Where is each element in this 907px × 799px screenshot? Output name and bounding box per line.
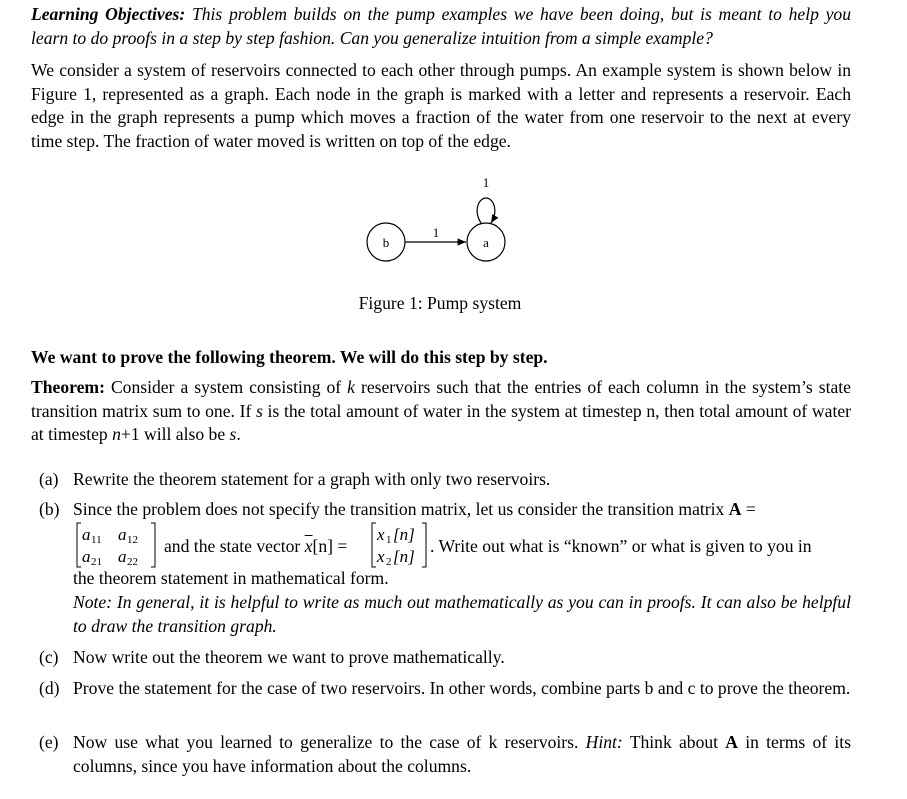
prove-statement: We want to prove the following theorem. We will do this step by step.: [31, 347, 548, 367]
edge-b-to-a-label: 1: [432, 225, 440, 240]
svg-text:21: 21: [91, 556, 102, 568]
part-b-note: Note: In general, it is helpful to write as much out mathematically as you can in proofs. It can also be helpful to draw the transition graph.: [73, 592, 851, 636]
part-c: (c) Now write out the theorem we want to prove mathematically.: [39, 647, 505, 667]
theorem-label: Theorem:: [31, 377, 105, 397]
svg-text:a: a: [118, 525, 127, 544]
pump-system-figure: [355, 170, 525, 270]
part-a: (a) Rewrite the theorem statement for a graph with only two reservoirs.: [39, 469, 551, 489]
part-b-known-text: . Write out what is “known” or what is given to you in: [430, 536, 812, 556]
svg-text:22: 22: [127, 556, 138, 568]
self-loop-a: [477, 198, 495, 223]
svg-text:x: x: [377, 547, 385, 566]
svg-text:x: x: [377, 525, 385, 544]
matrix-A: [74, 521, 158, 569]
intro-paragraph: We consider a system of reservoirs connected to each other through pumps. An example system is shown below in Figure 1, represented as a graph. Each node in the graph is marked with a letter and represents a reservoir. Each edge in the graph represents a pump which moves a fraction of the water from one reservoir to the next at every time step. The fraction of water moved is written on top of the edge.: [31, 60, 851, 151]
svg-text:12: 12: [127, 534, 138, 546]
part-d: (d) Prove the statement for the case of two reservoirs. In other words, combine parts b and c to prove the theorem.: [39, 678, 851, 698]
state-vector-text: and the state vector $\overline{x}[n]$ =: [164, 536, 348, 556]
objectives-label: Learning Objectives:: [31, 4, 186, 24]
part-b: (b) Since the problem does not specify the transition matrix, let us consider the transition matrix A =: [39, 499, 756, 519]
self-loop-label: 1: [482, 175, 490, 190]
figure-caption: Figure 1: Pump system: [358, 293, 522, 313]
theorem-statement: Theorem: Consider a system consisting of k reservoirs such that the entries of each column in the system’s state transition matrix sum to one. If s is the total amount of water in the system at timestep n, then total amount of water at timestep n+1 will also be s.: [31, 377, 852, 444]
learning-objectives: [31, 3, 851, 50]
svg-text:[n]: [n]: [393, 547, 415, 566]
vector-x: [370, 521, 428, 569]
svg-text:11: 11: [91, 534, 102, 546]
svg-text:a: a: [82, 525, 91, 544]
objectives-text: This problem builds on the pump examples we have been doing, but is meant to help you learn to do proofs in a step by step fashion. Can you generalize intuition from a simple example?: [31, 4, 851, 48]
svg-text:1: 1: [386, 534, 392, 546]
svg-text:a: a: [118, 547, 127, 566]
node-a-label: a: [483, 235, 489, 250]
svg-text:[n]: [n]: [393, 525, 415, 544]
part-b-line3: the theorem statement in mathematical form.: [73, 568, 389, 588]
svg-text:a: a: [82, 547, 91, 566]
svg-text:2: 2: [386, 556, 392, 568]
part-e: (e) Now use what you learned to generalize to the case of k reservoirs. Hint: Think about A in terms of its columns, since you have information about the columns.: [39, 732, 851, 776]
node-b-label: b: [382, 235, 390, 250]
